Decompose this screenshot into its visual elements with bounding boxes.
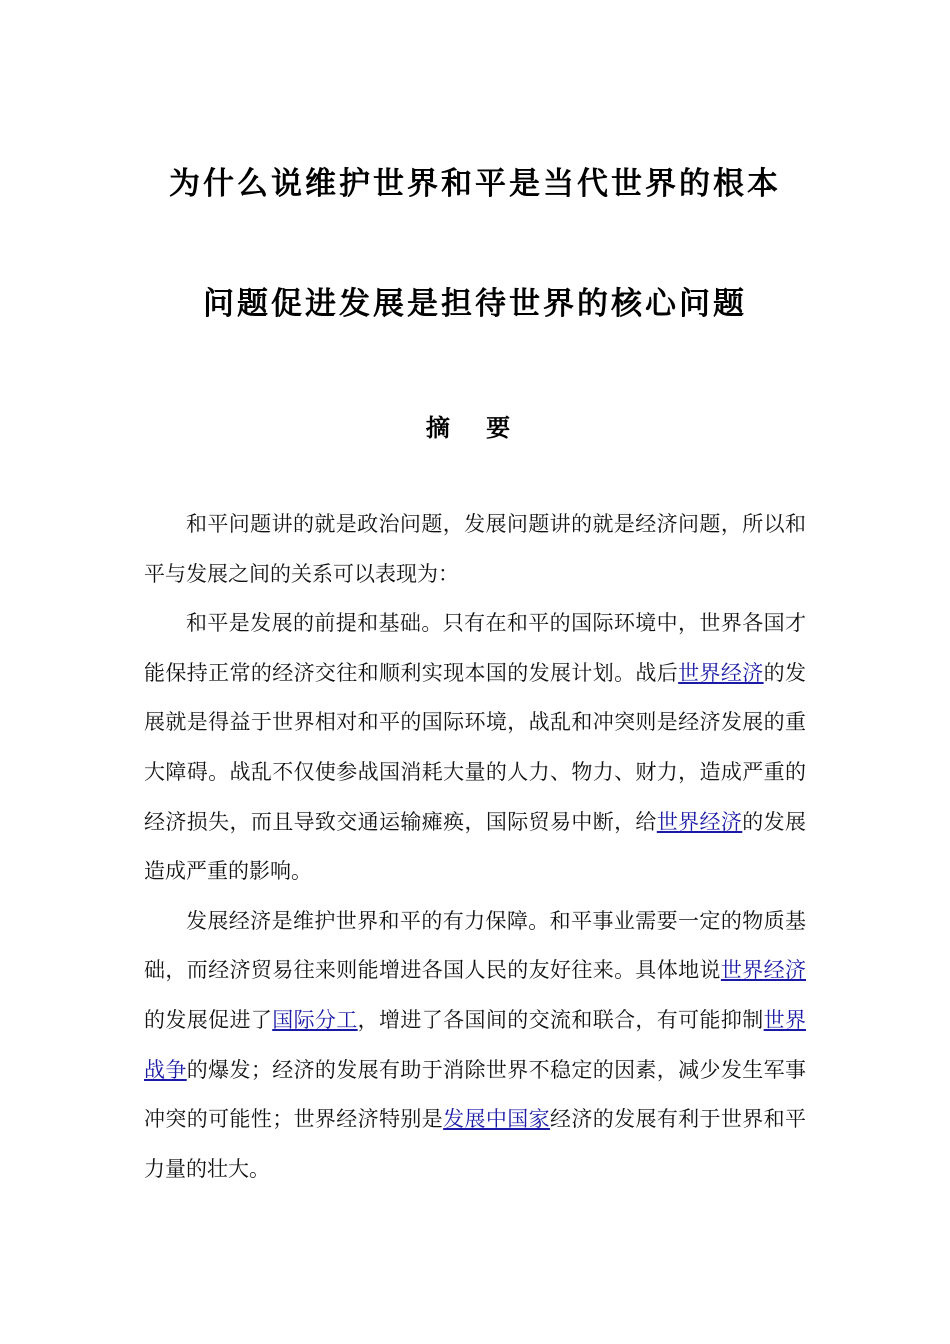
paragraph-2-text-a: 和平是发展的前提和基础。只有在和平的国际环境中，世界各国才能保持正常的经济交往和顺利实现本国的发展计划。战后 xyxy=(144,611,806,685)
paragraph-1: 和平问题讲的就是政治问题，发展问题讲的就是经济问题，所以和平与发展之间的关系可以表现为： xyxy=(144,512,806,586)
paragraph-2 xyxy=(144,599,806,897)
link-international-division-of-labor[interactable]: 国际分工 xyxy=(272,1007,358,1032)
paragraph-2-text-c: 的发展造成严重的影响。 xyxy=(144,809,807,884)
link-world-war[interactable]: 世界战争 xyxy=(144,1007,807,1082)
link-world-economy[interactable]: 世界经济 xyxy=(656,809,743,834)
link-world-economy[interactable]: 世界经济 xyxy=(678,660,764,685)
body-text xyxy=(144,500,806,1194)
paragraph-3 xyxy=(144,897,806,1195)
link-world-economy[interactable]: 世界经济 xyxy=(720,958,807,983)
paragraph-3-text-d: 的爆发；经济的发展有助于消除世界不稳定的因素，减少发生军事冲突的可能性；世界经济特别是 xyxy=(144,1057,806,1132)
title-line-2: 问题促进发展是担待世界的核心问题 xyxy=(203,286,747,322)
abstract-heading: 摘 要 xyxy=(425,414,525,442)
paragraph-3-text-a: 发展经济是维护世界和平的有力保障。和平事业需要一定的物质基础，而经济贸易往来则能增进各国人民的友好往来。具体地说 xyxy=(144,908,806,983)
link-developing-countries[interactable]: 发展中国家 xyxy=(443,1107,550,1132)
paragraph-3-text-b: 的发展促进了 xyxy=(144,1007,273,1032)
paragraph-3-text-c: ，增进了各国间的交流和联合，有可能抑制 xyxy=(357,1007,764,1032)
title-line-1: 为什么说维护世界和平是当代世界的根本 xyxy=(169,166,781,202)
paragraph-2-text-b: 的发展就是得益于世界相对和平的国际环境，战乱和冲突则是经济发展的重大障碍。战乱不仅使参战国消耗大量的人力、物力、财力，造成严重的经济损失，而且导致交通运输瘫痪，国际贸易中断，给 xyxy=(144,660,807,834)
paragraph-3-text-e: 经济的发展有利于世界和平力量的壮大。 xyxy=(144,1107,807,1181)
